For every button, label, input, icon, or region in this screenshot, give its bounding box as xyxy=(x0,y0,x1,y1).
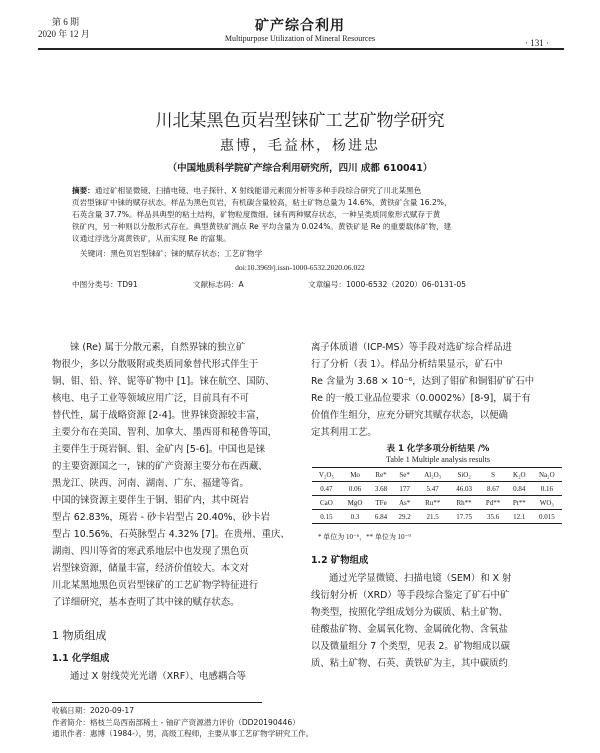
right-column xyxy=(311,339,560,441)
table-cell: 0.3 xyxy=(350,512,360,521)
table-cell: WO₃ xyxy=(539,498,554,507)
analysis-table xyxy=(312,467,562,524)
table-cell: Pd** xyxy=(485,498,501,507)
body-line: 通过 X 射线荧光光谱（XRF）、电感耦合等 xyxy=(70,671,247,682)
table-cell: 3.68 xyxy=(374,484,388,493)
table-cell: As* xyxy=(398,498,411,507)
body-line: 了详细研究，基本查明了其中铼的赋存状态。 xyxy=(52,597,240,608)
table-cell: TFe xyxy=(375,498,387,507)
project-note: 作者简介：格枝兰岛西南部稀土 - 铀矿产资源潜力评价（DD20190446） xyxy=(52,717,300,727)
body-line: 核电、电子工业等领域应用广泛，目前具有不可 xyxy=(52,393,249,404)
body-line: 物很少，多以分散吸附或类质同象替代形式伴生于 xyxy=(52,359,259,370)
subsection-heading: 1.2 矿物组成 xyxy=(311,555,369,566)
table-cell: 35.6 xyxy=(486,512,500,521)
table-cell: 0.47 xyxy=(320,484,333,493)
body-line: 离子体质谱（ICP-MS）等手段对选矿综合样品进 xyxy=(311,342,512,353)
abstract-line: 铁矿内，另一种则以分散形式存在。典型黄铁矿测点 Re 平均含量为 0.024%。黄铁矿是 Re 的重要载体矿物，建 xyxy=(72,222,452,231)
right-column-continued xyxy=(311,570,560,672)
header-rule xyxy=(38,48,564,50)
table-cell: 0.015 xyxy=(538,512,555,521)
body-line: 中国的铼资源主要伴生于铜、钼矿内，其中斑岩 xyxy=(52,495,249,506)
table-cell: V₂O₅ xyxy=(318,470,334,479)
abstract-line: 石英含量 37.7%。样品具典型的粘土结构，矿物粒度微细。铼有两种赋存状态，一种呈类质同象形式赋存于黄 xyxy=(72,210,441,219)
table-footnote: * 单位为 10⁻⁶，** 单位为 10⁻⁹ xyxy=(318,533,411,541)
keywords: 关键词：黑色页岩型铼矿；铼的赋存状态；工艺矿物学 xyxy=(80,249,263,258)
body-line: Re 含量为 3.68 × 10⁻⁶，达到了钼矿和铜钼矿矿石中 xyxy=(311,376,535,387)
body-line: 川北某黑地黑色页岩型铼矿的工艺矿物学特征进行 xyxy=(52,580,259,591)
table-cell: 177 xyxy=(399,484,410,493)
abstract-line: 页岩型铼矿中铼的赋存状态。样品为黑色页岩，有机碳含量较高，粘土矿物总量为 14.6%，黄铁矿含量 16.2%， xyxy=(72,198,452,207)
table-cell: Pt** xyxy=(512,498,526,507)
body-line: 定其利用工艺。 xyxy=(311,427,377,438)
article-number: 文章编号：1000-6532（2020）06-0131-05 xyxy=(308,280,467,289)
footnotes xyxy=(52,705,313,740)
body-line: 硅酸盐矿物、金属氧化物、金属硫化物、含氧盐 xyxy=(311,624,508,635)
table-cell: Rh** xyxy=(456,498,472,507)
journal-title-en: Multipurpose Utilization of Mineral Resources xyxy=(224,34,376,43)
table-cell: 17.75 xyxy=(456,512,472,521)
journal-title: 矿产综合利用 xyxy=(255,18,345,34)
body-line: 线衍射分析（XRD）等手段综合鉴定了矿石中矿 xyxy=(311,590,510,601)
table-cell: Mo xyxy=(350,470,360,479)
table-cell: 46.03 xyxy=(456,484,472,493)
table-cell: SiO₂ xyxy=(457,470,471,479)
body-line: 物类型，按照化学组成划分为碳质、粘土矿物、 xyxy=(311,607,508,618)
table-caption-en: Table 1 Multiple analysis results xyxy=(386,455,490,464)
table-cell: 8.67 xyxy=(486,484,500,493)
table-cell: 21.5 xyxy=(426,512,439,521)
table-caption: 表 1 化学多项分析结果 /% xyxy=(386,444,490,454)
footnote-rule xyxy=(52,702,262,703)
class-number: 中图分类号：TD91 xyxy=(72,280,138,289)
table-cell: Re* xyxy=(375,470,387,479)
body-line: 湖南、四川等省的寒武系地层中也发现了黑色页 xyxy=(52,546,249,557)
table-cell: 5.47 xyxy=(426,484,439,493)
body-line: 的主要资源国之一，铼的矿产资源主要分布在西藏、 xyxy=(52,461,268,472)
table-cell: Se* xyxy=(399,470,410,479)
abstract-line: 议通过浮选分离黄铁矿，从而实现 Re 的富集。 xyxy=(72,234,231,243)
table-cell: S xyxy=(491,470,496,479)
table-cell: 6.84 xyxy=(374,512,388,521)
section-heading: 1 物质组成 xyxy=(52,629,107,642)
article-title: 川北某黑色页岩型铼矿工艺矿物学研究 xyxy=(155,111,445,131)
table-cell: 0.06 xyxy=(348,484,362,493)
table-cell: Al₂O₃ xyxy=(424,470,442,479)
body-line: 铼 (Re) 属于分散元素，自然界铼的独立矿 xyxy=(70,342,246,353)
abstract-label: 摘要： xyxy=(72,186,95,195)
page-number: · 131 · xyxy=(525,38,549,48)
table-cell: Na₂O xyxy=(538,470,555,479)
issue-number: 第 6 期 xyxy=(52,17,80,27)
body-line: 价值作生组分，应充分研究其赋存状态，以便确 xyxy=(311,410,508,421)
table-header-row xyxy=(312,496,562,510)
received-date: 收稿日期：2020-09-17 xyxy=(52,706,135,715)
article-affiliation: （中国地质科学院矿产综合利用研究所，四川 成都 610041） xyxy=(167,163,433,174)
table-cell: MgO xyxy=(347,498,363,507)
article-authors: 惠博，毛益林，杨进忠 xyxy=(220,138,380,154)
table-cell: 0.15 xyxy=(320,512,333,521)
table-row xyxy=(312,510,562,524)
table-cell: 0.16 xyxy=(540,484,553,493)
body-line: 岩型铼资源，储量丰富，经济价值较大。本文对 xyxy=(52,563,249,574)
table-row xyxy=(312,482,562,496)
document-code: 文献标志码：A xyxy=(193,280,244,289)
body-line: 铜、钼、铅、锌、铌等矿物中 [1]。铼在航空、国防、 xyxy=(52,376,275,387)
table-cell: CaO xyxy=(320,498,333,507)
left-column xyxy=(52,339,300,611)
body-line: 主要分布在美国、智利、加拿大、墨西哥和秘鲁等国， xyxy=(52,427,278,438)
subsection-heading: 1.1 化学组成 xyxy=(52,653,110,664)
body-line: 质、粘土矿物、石英、黄铁矿为主，其中碳质约 xyxy=(311,658,508,669)
abstract xyxy=(72,185,532,245)
body-line: 黑龙江、陕西、河南、湖南、广东、福建等省。 xyxy=(52,478,249,489)
table-header-row xyxy=(312,468,562,482)
body-line: 行了分析（表 1）。样品分析结果显示，矿石中 xyxy=(311,359,503,370)
table-cell: 12.1 xyxy=(513,512,526,521)
table-cell: 0.84 xyxy=(513,484,526,493)
body-line: 以及微量组分 7 个类型，见表 2。矿物组成以碳 xyxy=(311,641,510,652)
table-cell: Ru** xyxy=(425,498,441,507)
doi: doi:10.3969/j.issn-1000-6532.2020.06.022 xyxy=(235,263,365,272)
issue-date: 2020 年 12 月 xyxy=(38,29,90,39)
body-line: Re 的一般工业品位要求（0.0002%）[8-9]，属于有 xyxy=(311,393,531,404)
body-line: 替代性，属于战略资源 [2-4]。世界铼资源较丰富， xyxy=(52,410,266,421)
body-line: 型占 62.83%，斑岩 - 砂卡岩型占 20.40%、砂卡岩 xyxy=(52,512,271,523)
body-line: 型占 10.56%、石英脉型占 4.32% [7]。在贵州、重庆、 xyxy=(52,529,290,540)
body-line: 主要伴生于斑岩铜、钼、金矿内 [5-6]。中国也是铼 xyxy=(52,444,266,455)
table-cell: 29.2 xyxy=(398,512,411,521)
abstract-line: 通过矿相显微镜、扫描电镜、电子探针、X 射线能谱元素面分析等多种手段综合研究了川北某黑色 xyxy=(94,186,422,195)
author-note: 通讯作者：惠博（1984-），男，高级工程师，主要从事工艺矿物学研究工作。 xyxy=(52,729,314,738)
body-line: 通过光学显微镜、扫描电镜（SEM）和 X 射 xyxy=(329,573,512,584)
table-cell: K₂O xyxy=(513,470,526,479)
